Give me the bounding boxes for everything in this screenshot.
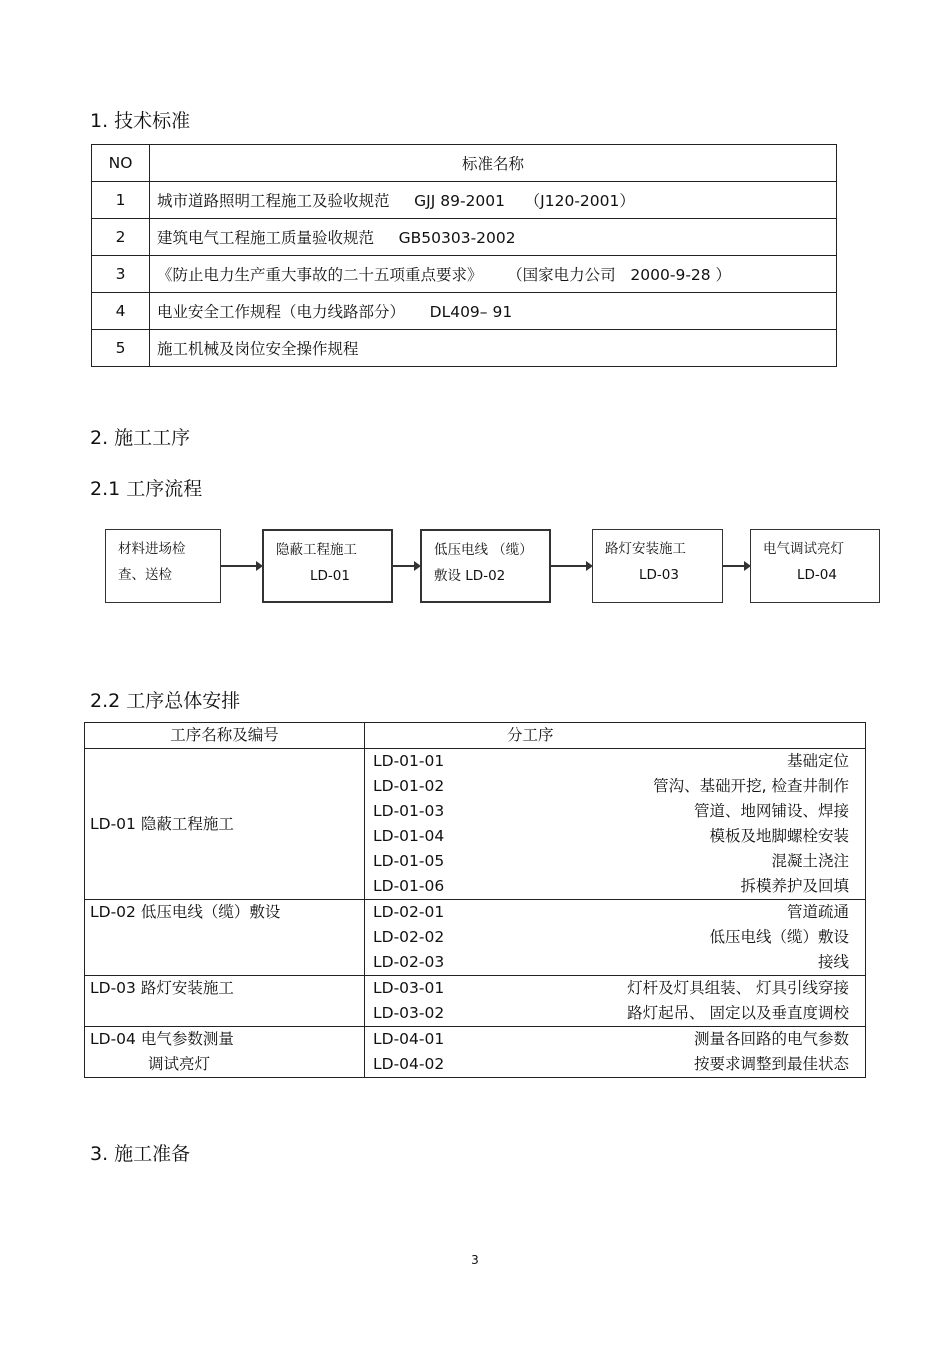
sub-desc: 测量各回路的电气参数 (693, 1030, 849, 1048)
sub-desc: 模板及地脚螺栓安装 (709, 827, 849, 845)
process-name: LD-04 电气参数测量 (90, 1030, 234, 1048)
sub-desc: 混凝土浇注 (771, 852, 849, 870)
list-item (365, 925, 865, 950)
row-name: 施工机械及岗位安全操作规程 (150, 330, 837, 367)
sub-code: LD-02-02 (373, 928, 445, 946)
header-name: 标准名称 (150, 145, 837, 182)
sub-code: LD-03-02 (373, 1004, 445, 1022)
row-no: 4 (92, 293, 150, 330)
flow-step-line1: 电气调试亮灯 (763, 541, 844, 557)
row-no: 2 (92, 219, 150, 256)
section-3-title: 3. 施工准备 (90, 1143, 191, 1165)
arrangement-table (84, 722, 866, 1078)
flow-step-material-inspection (105, 529, 221, 603)
section-2-1-title: 2.1 工序流程 (90, 478, 203, 500)
sub-code: LD-03-01 (373, 979, 445, 997)
row-no: 3 (92, 256, 150, 293)
sub-code: LD-02-01 (373, 903, 445, 921)
flow-step-line2: 敷设 LD-02 (434, 568, 506, 584)
list-item (365, 749, 865, 774)
flow-step-line1: 隐蔽工程施工 (276, 542, 357, 558)
list-item (365, 799, 865, 824)
sub-desc: 拆模养护及回填 (740, 877, 849, 895)
process-name: LD-01 隐蔽工程施工 (90, 814, 234, 833)
table-row (85, 900, 866, 976)
header-no: NO (92, 145, 150, 182)
header-subprocess: 分工序 (507, 726, 554, 744)
header-process-name: 工序名称及编号 (170, 726, 279, 744)
list-item (365, 849, 865, 874)
table-row (85, 976, 866, 1027)
row-name: 城市道路照明工程施工及验收规范 GJJ 89-2001 （J120-2001） (150, 182, 837, 219)
flow-step-line1: 低压电线 （缆） (434, 542, 533, 558)
process-name-line2: 调试亮灯 (148, 1055, 211, 1073)
sub-desc: 接线 (817, 953, 849, 971)
flow-step-line2: LD-01 (310, 568, 350, 584)
sub-desc: 灯杆及灯具组装、 灯具引线穿接 (627, 979, 849, 997)
section-2-title: 2. 施工工序 (90, 427, 191, 449)
sub-code: LD-01-04 (373, 827, 445, 845)
table-row (92, 256, 837, 293)
flow-step-ld01 (262, 529, 393, 603)
flow-step-ld02 (420, 529, 551, 603)
row-no: 1 (92, 182, 150, 219)
list-item (365, 874, 865, 899)
page-number: 3 (471, 1253, 479, 1267)
sub-desc: 管沟、基础开挖, 检查井制作 (653, 777, 849, 795)
flow-arrow (221, 565, 261, 567)
sub-code: LD-01-06 (373, 877, 445, 895)
process-name: LD-02 低压电线（缆）敷设 (90, 903, 281, 921)
sub-desc: 管道疏通 (786, 903, 849, 921)
list-item (365, 774, 865, 799)
flow-step-line2: LD-03 (639, 567, 679, 583)
section-2-2-title: 2.2 工序总体安排 (90, 690, 241, 712)
flow-step-ld04 (750, 529, 880, 603)
flow-arrow (393, 565, 419, 567)
row-no: 5 (92, 330, 150, 367)
flow-step-line1: 路灯安装施工 (605, 541, 686, 557)
sub-code: LD-01-05 (373, 852, 445, 870)
table-row (85, 749, 866, 900)
row-name: 建筑电气工程施工质量验收规范 GB50303-2002 (150, 219, 837, 256)
row-name: 电业安全工作规程（电力线路部分） DL409– 91 (150, 293, 837, 330)
list-item (365, 900, 865, 925)
list-item (365, 1052, 865, 1077)
flow-step-ld03 (592, 529, 723, 603)
flow-arrow (723, 565, 749, 567)
section-1-title: 1. 技术标准 (90, 110, 191, 132)
table-row (92, 330, 837, 367)
list-item (365, 1001, 865, 1026)
sub-desc: 路灯起吊、 固定以及垂直度调校 (627, 1004, 849, 1022)
sub-desc: 基础定位 (786, 752, 849, 770)
list-item (365, 950, 865, 975)
flow-step-line1: 材料进场检 (118, 541, 186, 557)
standards-table (91, 144, 837, 367)
arrangement-header-row (85, 723, 866, 749)
sub-code: LD-01-03 (373, 802, 445, 820)
standards-header-row (92, 145, 837, 182)
flow-arrow (551, 565, 591, 567)
table-row (92, 182, 837, 219)
table-row (92, 293, 837, 330)
sub-desc: 低压电线（缆）敷设 (709, 928, 849, 946)
list-item (365, 824, 865, 849)
row-name: 《防止电力生产重大事故的二十五项重点要求》 （国家电力公司 2000-9-28 ） (150, 256, 837, 293)
sub-code: LD-01-02 (373, 777, 445, 795)
flow-step-line2: LD-04 (797, 567, 837, 583)
process-name: LD-03 路灯安装施工 (90, 979, 234, 997)
flow-step-line2: 查、送检 (118, 567, 172, 583)
sub-code: LD-01-01 (373, 752, 445, 770)
sub-desc: 管道、地网铺设、焊接 (693, 802, 849, 820)
sub-code: LD-02-03 (373, 953, 445, 971)
sub-code: LD-04-02 (373, 1055, 445, 1073)
sub-desc: 按要求调整到最佳状态 (693, 1055, 849, 1073)
table-row (92, 219, 837, 256)
sub-code: LD-04-01 (373, 1030, 445, 1048)
list-item (365, 976, 865, 1001)
list-item (365, 1027, 865, 1052)
table-row (85, 1027, 866, 1078)
